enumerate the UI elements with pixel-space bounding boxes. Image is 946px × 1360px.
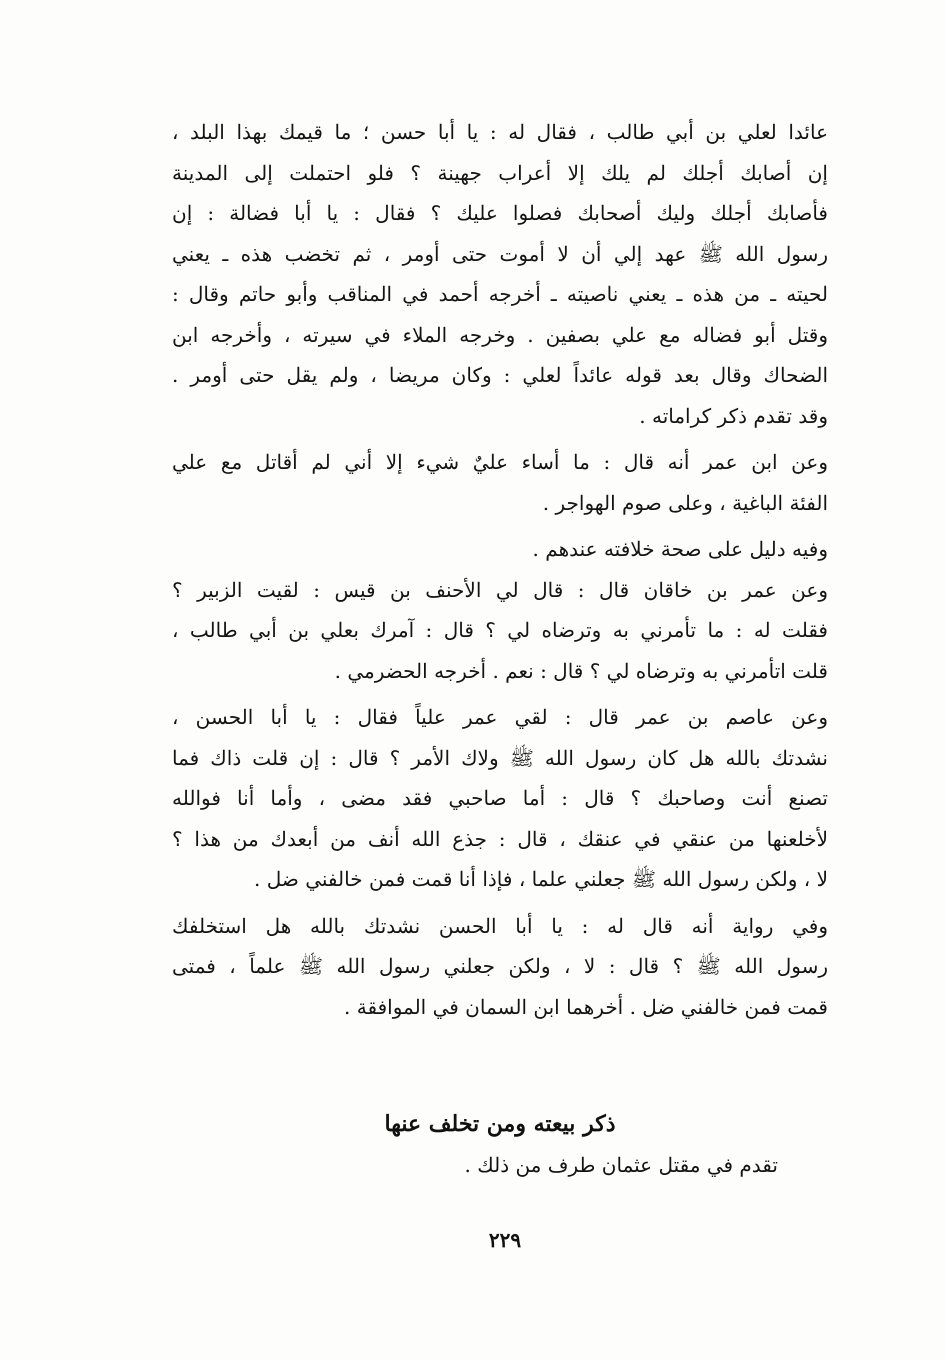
text-line: وفي رواية أنه قال له : يا أبا الحسن نشدتك بالله هل استخلفك [172, 913, 828, 938]
text-line: وعن عاصم بن عمر قال : لقي عمر علياً فقال : يا أبا الحسن ، [172, 705, 828, 729]
text-line: لا ، ولكن رسول الله ﷺ جعلني علما ، فإذا أنا قمت فمن خالفني ضل . [254, 867, 828, 891]
text-line: الضحاك وقال بعد قوله عائداً لعلي : وكان مريضا ، ولم يقل حتى أومر . [172, 363, 828, 387]
text-line: فأصابك أجلك وليك أصحابك فصلوا عليك ؟ فقال : يا أبا فضالة : إن [172, 201, 828, 225]
text-line: وعن ابن عمر أنه قال : ما أساء عليٌ شيء إلا أني لم أقاتل مع علي [172, 450, 828, 474]
paragraph [172, 697, 828, 900]
text-line: تصنع أنت وصاحبك ؟ قال : أما صاحبي فقد مضى ، وأما أنا فوالله [172, 786, 828, 810]
page-number: ٢٢٩ [488, 1228, 522, 1252]
section-heading: ذكر بيعته ومن تخلف عنها [384, 1111, 616, 1137]
text-line: نشدتك بالله هل كان رسول الله ﷺ ولاك الأمر ؟ قال : إن قلت ذاك فما [172, 745, 828, 770]
text-line: وقد تقدم ذكر كراماته . [639, 403, 828, 428]
paragraph [172, 112, 828, 436]
text-line: وفيه دليل على صحة خلافته عندهم . [532, 537, 828, 561]
text-line: إن أصابك أجلك لم يلك إلا أعراب جهينة ؟ فلو احتملت إلى المدينة [172, 160, 828, 185]
body-text [172, 112, 828, 1027]
paragraph [172, 442, 828, 523]
text-line: فقلت له : ما تأمرني به وترضاه لي ؟ قال : آمرك بعلي بن أبي طالب ، [172, 618, 828, 642]
paragraph [172, 570, 828, 692]
text-line: وعن عمر بن خاقان قال : قال لي الأحنف بن قيس : لقيت الزبير ؟ [172, 577, 828, 602]
text-line: لأخلعنها من عنقي في عنقك ، قال : جذع الله أنف من أبعدك من هذا ؟ [172, 826, 828, 851]
text-line: لحيته ـ من هذه ـ يعني ناصيته ـ أخرجه أحمد في المناقب وأبو حاتم وقال : [172, 282, 828, 306]
text-line: قمت فمن خالفني ضل . أخرهما ابن السمان في الموافقة . [344, 994, 828, 1019]
text-line: قلت اتأمرني به وترضاه لي ؟ قال : نعم . أخرجه الحضرمي . [334, 658, 828, 683]
text-line: وقتل أبو فضاله مع علي بصفين . وخرجه الملاء في سيرته ، وأخرجه ابن [172, 322, 828, 347]
paragraph [172, 906, 828, 1028]
text-line: رسول الله ﷺ عهد إلي أن لا أموت حتى أومر ، ثم تخضب هذه ـ يعني [172, 241, 828, 266]
paragraph [172, 529, 828, 570]
section-body-text: تقدم في مقتل عثمان طرف من ذلك . [464, 1153, 778, 1177]
text-line: عائدا لعلي بن أبي طالب ، فقال له : يا أبا حسن ؛ ما قيمك بهذا البلد ، [172, 120, 828, 144]
text-line: رسول الله ﷺ ؟ قال : لا ، ولكن جعلني رسول الله ﷺ علماً ، فمتى [172, 954, 828, 978]
text-line: الفئة الباغية ، وعلى صوم الهواجر . [542, 490, 828, 515]
